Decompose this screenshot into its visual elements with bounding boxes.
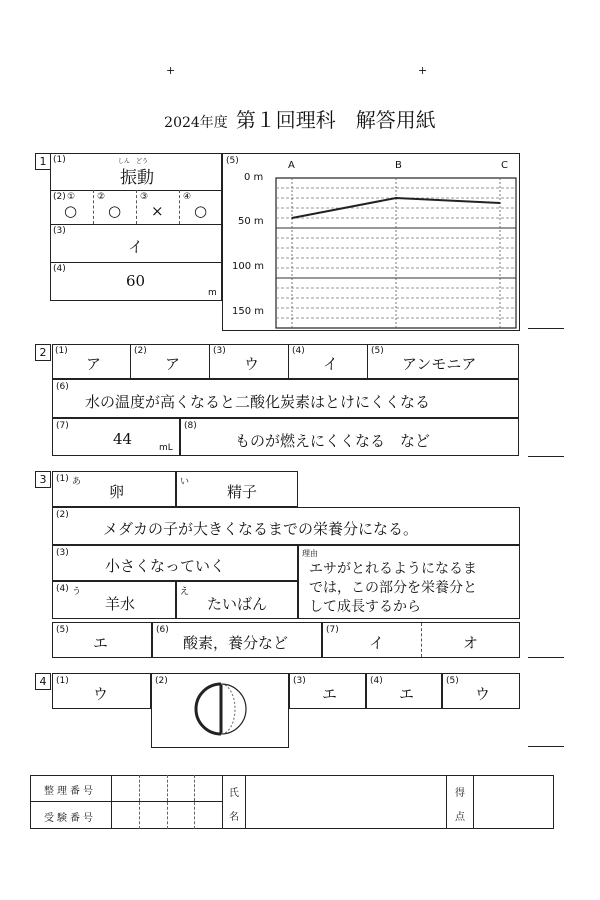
chart-frame	[276, 178, 516, 328]
q2-p6-answer: 水の温度が高くなると二酸化炭素はとけにくくなる	[85, 393, 431, 411]
depth-chart	[274, 170, 518, 330]
q3-p1a-label: (1)	[56, 474, 69, 484]
q3-p5-cell[interactable]	[52, 622, 152, 658]
q1-p2-item-2-label: ②	[97, 192, 106, 202]
divider	[194, 775, 195, 801]
juken-bangou-field[interactable]	[112, 802, 222, 829]
score-blank-1	[528, 328, 564, 329]
q1-p2-item-1[interactable]	[50, 190, 93, 224]
q1-p1-answer: 振動	[120, 168, 154, 188]
q2-p8-cell[interactable]	[180, 418, 519, 456]
registration-mark-left: +	[166, 64, 176, 77]
q1-p2-item-3[interactable]	[136, 190, 180, 224]
chart-y-tick-100: 100 m	[232, 261, 265, 272]
moon-phase-drawing	[194, 679, 254, 741]
q3-p4a-label: (4)	[56, 584, 69, 594]
q1-p2-item-1-answer: ○	[64, 202, 78, 220]
q3-p1b-answer: 精子	[227, 483, 258, 501]
q2-p4-cell[interactable]	[288, 344, 368, 379]
q3-reason-line-2: では，この部分を栄養分と	[309, 580, 477, 596]
chart-x-label-b: B	[395, 160, 402, 171]
q1-p1-label: (1)	[53, 155, 66, 165]
q3-p1a-cell[interactable]	[52, 471, 176, 507]
q3-reason-line-1: エサがとれるようになるま	[309, 561, 477, 577]
q1-p2-item-3-answer: ×	[151, 202, 164, 220]
divider	[139, 775, 140, 801]
seiri-bangou-field[interactable]	[112, 775, 222, 802]
tokuten-label	[446, 775, 474, 829]
q3-p5-answer: エ	[93, 634, 109, 652]
q4-p3-answer: エ	[322, 685, 338, 703]
q3-p7-cell[interactable]	[322, 622, 520, 658]
shimei-shi: 氏	[229, 788, 242, 799]
q2-p4-answer: イ	[323, 355, 339, 373]
q2-p2-label: (2)	[134, 346, 147, 356]
q2-p7-label: (7)	[56, 421, 69, 431]
q4-p2-cell[interactable]	[151, 673, 289, 748]
q2-p6-cell[interactable]	[52, 379, 519, 418]
q3-p4b-cell[interactable]	[176, 581, 298, 619]
title-main: 第１回理科 解答用紙	[235, 108, 436, 132]
q1-p1-ruby: しん どう	[118, 158, 149, 165]
q3-p3-answer: 小さくなっていく	[105, 557, 226, 575]
q2-p5-cell[interactable]	[367, 344, 520, 379]
divider	[167, 775, 168, 801]
q4-p3-cell[interactable]	[289, 673, 366, 709]
chart-y-tick-50: 50 m	[238, 216, 264, 227]
q2-p2-answer: ア	[165, 355, 181, 373]
q4-p1-cell[interactable]	[52, 673, 151, 709]
q3-p4b-answer: たいばん	[207, 595, 268, 613]
chart-point-c	[499, 202, 501, 204]
q1-p2-item-2[interactable]	[93, 190, 137, 224]
q3-p1a-answer: 卵	[109, 483, 125, 501]
q4-p4-label: (4)	[370, 676, 383, 686]
q3-p4a-answer: 羊水	[105, 595, 136, 613]
score-blank-3	[528, 657, 564, 658]
q2-p1-answer: ア	[86, 355, 102, 373]
juken-bangou-label	[30, 802, 112, 829]
seiri-bangou-text: 整理番号	[44, 786, 96, 797]
q4-p1-answer: ウ	[93, 685, 109, 703]
chart-y-tick-0: 0 m	[244, 172, 264, 183]
q3-p6-label: (6)	[156, 625, 169, 635]
juken-bangou-text: 受験番号	[44, 813, 96, 824]
q4-p4-cell[interactable]	[366, 673, 442, 709]
title-year: 2024年度	[164, 115, 228, 131]
q2-p8-answer: ものが燃えにくくなる など	[235, 432, 431, 450]
q3-p3-label: (3)	[56, 548, 69, 558]
q1-p3-answer: イ	[128, 238, 144, 256]
q4-p2-label: (2)	[155, 676, 168, 686]
tokuten-field[interactable]	[474, 775, 554, 829]
chart-x-label-a: A	[288, 160, 295, 171]
q3-p1b-cell[interactable]	[176, 471, 298, 507]
q4-p3-label: (3)	[293, 676, 306, 686]
q1-p4-label: (4)	[53, 264, 66, 274]
question-2-number: 2	[35, 344, 51, 361]
q3-p6-answer: 酸素，養分など	[183, 634, 289, 652]
q3-p1a-sub: あ	[72, 477, 82, 487]
q3-p7-divider	[421, 623, 422, 657]
q2-p4-label: (4)	[292, 346, 305, 356]
q2-p3-answer: ウ	[244, 355, 260, 373]
q3-p7-label: (7)	[326, 625, 339, 635]
q1-p4-answer: 60	[126, 272, 146, 290]
q1-p2-item-4-label: ④	[183, 192, 192, 202]
q3-p4a-cell[interactable]	[52, 581, 176, 619]
seiri-bangou-label	[30, 775, 112, 802]
q3-p2-cell[interactable]	[52, 507, 520, 545]
score-blank-2	[528, 456, 564, 457]
q1-p2-item-3-label: ③	[140, 192, 149, 202]
chart-point-a	[291, 217, 293, 219]
q3-reason-cell[interactable]	[298, 545, 520, 619]
q2-p8-label: (8)	[184, 421, 197, 431]
q1-p2-label: (2)	[53, 192, 66, 202]
tokuten-ten: 点	[455, 812, 468, 823]
q4-p5-cell[interactable]	[442, 673, 520, 709]
q1-p4-unit: m	[208, 288, 217, 298]
question-1-number: 1	[35, 153, 51, 170]
q3-p7-answer-2: オ	[463, 634, 479, 652]
q2-p5-answer: アンモニア	[402, 355, 477, 373]
question-4-number: 4	[35, 673, 51, 690]
q2-p6-label: (6)	[56, 382, 69, 392]
q3-p7-answer-1: イ	[369, 634, 385, 652]
q1-p2-item-1-label: ①	[67, 192, 76, 202]
q3-reason-label: 理由	[302, 549, 318, 558]
shimei-field[interactable]	[246, 775, 446, 829]
q2-p2-cell[interactable]	[130, 344, 210, 379]
registration-mark-right: +	[418, 64, 428, 77]
q4-p1-label: (1)	[56, 676, 69, 686]
q3-p4a-sub: う	[72, 587, 82, 597]
score-blank-4	[528, 746, 564, 747]
chart-y-tick-150: 150 m	[232, 306, 265, 317]
q2-p3-cell[interactable]	[209, 344, 289, 379]
q4-p4-answer: エ	[399, 685, 415, 703]
q1-p2-item-4-answer: ○	[194, 202, 208, 220]
chart-point-b	[395, 197, 397, 199]
q1-p2-item-4[interactable]	[179, 190, 223, 224]
q2-p7-unit: mL	[159, 443, 173, 453]
q2-p5-label: (5)	[371, 346, 384, 356]
divider	[167, 802, 168, 829]
page-title	[0, 104, 600, 133]
q3-p1b-sub: い	[180, 477, 190, 487]
chart-x-label-c: C	[501, 160, 508, 171]
q1-p5-label: (5)	[226, 156, 239, 166]
q3-p6-cell[interactable]	[152, 622, 322, 658]
q3-p5-label: (5)	[56, 625, 69, 635]
q1-p4-cell[interactable]	[50, 262, 222, 301]
q1-p2-cell	[50, 190, 222, 224]
q2-p7-answer: 44	[113, 430, 133, 448]
q3-p2-label: (2)	[56, 510, 69, 520]
q4-p5-answer: ウ	[475, 685, 491, 703]
shimei-mei: 名	[229, 812, 242, 823]
divider	[194, 802, 195, 829]
shimei-label	[222, 775, 246, 829]
q1-p3-label: (3)	[53, 226, 66, 236]
q3-reason-line-3: して成長するから	[309, 599, 421, 615]
q4-p5-label: (5)	[446, 676, 459, 686]
q1-p3-cell[interactable]	[50, 224, 222, 262]
q1-p1-cell[interactable]	[50, 153, 222, 190]
question-3-number: 3	[35, 471, 51, 488]
tokuten-toku: 得	[455, 788, 468, 799]
q2-p3-label: (3)	[213, 346, 226, 356]
q3-p2-answer: メダカの子が大きくなるまでの栄養分になる。	[103, 520, 419, 538]
q2-p1-label: (1)	[55, 346, 68, 356]
q2-p1-cell[interactable]	[52, 344, 130, 379]
divider	[139, 802, 140, 829]
q1-p2-item-2-answer: ○	[108, 202, 122, 220]
q3-p3-cell[interactable]	[52, 545, 298, 581]
q3-p4b-sub: え	[180, 587, 190, 597]
q2-p7-cell[interactable]	[52, 418, 180, 456]
